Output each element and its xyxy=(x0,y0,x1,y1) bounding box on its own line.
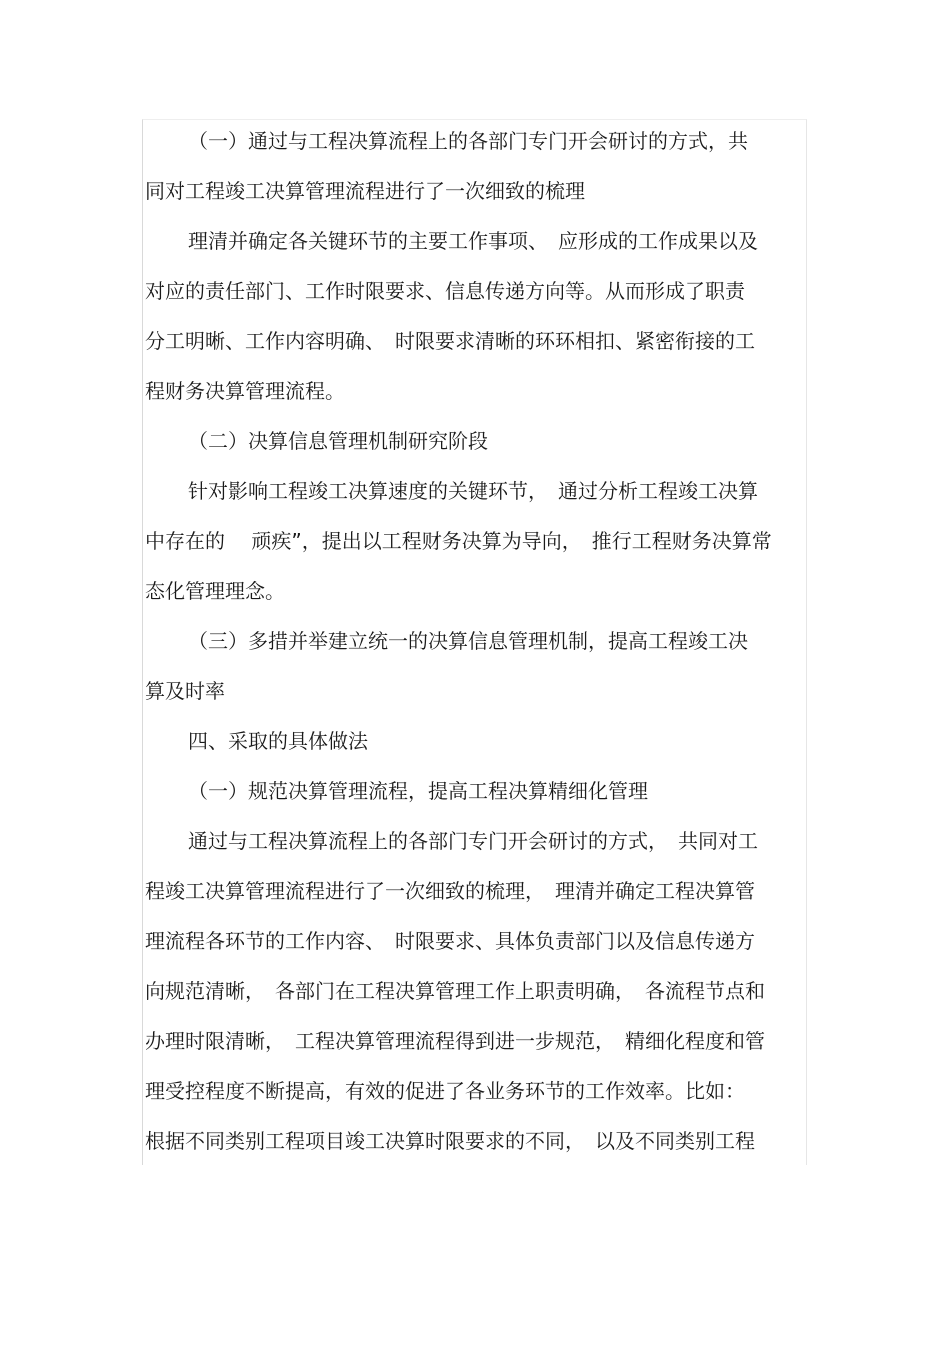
text-line-11: （三）多措并举建立统一的决算信息管理机制，提高工程竣工决 xyxy=(188,629,748,653)
text-line-17: 理流程各环节的工作内容、 时限要求、具体负责部门以及信息传递方 xyxy=(145,929,755,953)
text-line-16: 程竣工决算管理流程进行了一次细致的梳理， 理清并确定工程决算管 xyxy=(145,879,755,903)
text-line-8: 针对影响工程竣工决算速度的关键环节， 通过分析工程竣工决算 xyxy=(188,479,758,503)
text-line-12: 算及时率 xyxy=(145,679,225,703)
text-line-20: 理受控程度不断提高，有效的促进了各业务环节的工作效率。比如： xyxy=(145,1079,745,1103)
text-line-13: 四、采取的具体做法 xyxy=(188,729,368,753)
text-line-4: 对应的责任部门、工作时限要求、信息传递方向等。从而形成了职责 xyxy=(145,279,745,303)
text-line-7: （二）决算信息管理机制研究阶段 xyxy=(188,429,488,453)
text-line-3: 理清并确定各关键环节的主要工作事项、 应形成的工作成果以及 xyxy=(188,229,758,253)
text-line-6: 程财务决算管理流程。 xyxy=(145,379,345,403)
text-line-21: 根据不同类别工程项目竣工决算时限要求的不同， 以及不同类别工程 xyxy=(145,1129,755,1153)
text-line-1: （一）通过与工程决算流程上的各部门专门开会研讨的方式，共 xyxy=(188,129,748,153)
text-line-2: 同对工程竣工决算管理流程进行了一次细致的梳理 xyxy=(145,179,585,203)
text-line-18: 向规范清晰， 各部门在工程决算管理工作上职责明确， 各流程节点和 xyxy=(145,979,765,1003)
text-line-5: 分工明晰、工作内容明确、 时限要求清晰的环环相扣、紧密衔接的工 xyxy=(145,329,755,353)
text-line-15: 通过与工程决算流程上的各部门专门开会研讨的方式， 共同对工 xyxy=(188,829,758,853)
text-line-19: 办理时限清晰， 工程决算管理流程得到进一步规范， 精细化程度和管 xyxy=(145,1029,765,1053)
text-line-14: （一）规范决算管理流程，提高工程决算精细化管理 xyxy=(188,779,648,803)
text-line-10: 态化管理理念。 xyxy=(145,579,285,603)
text-line-9: 中存在的 顽疾”，提出以工程财务决算为导向， 推行工程财务决算常 xyxy=(145,529,772,553)
